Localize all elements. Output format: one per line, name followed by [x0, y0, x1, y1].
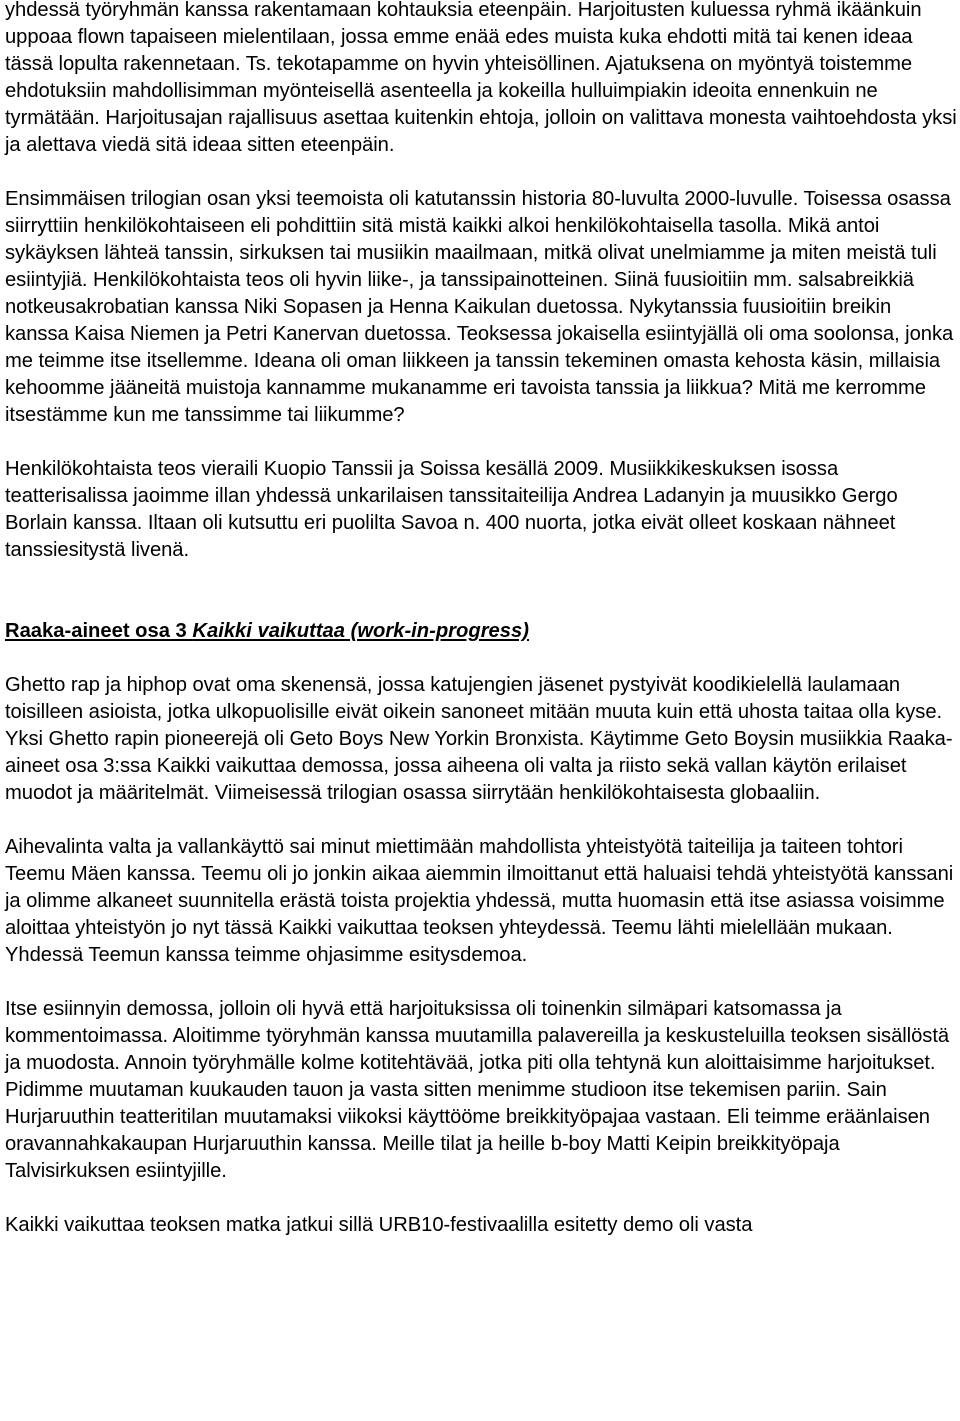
paragraph-gap	[5, 969, 960, 996]
paragraph: Henkilökohtaista teos vieraili Kuopio Tanssii ja Soissa kesällä 2009. Musiikkikeskuksen isossa teatterisalissa jaoimme illan yhdessä unkarilaisen tanssitaiteilija Andrea Ladanyin ja muusikko Gergo Borlain kanssa. Iltaan oli kutsuttu eri puolilta Savoa n. 400 nuorta, jotka eivät olleet koskaan nähneet tanssiesitystä livenä.	[5, 458, 898, 561]
paragraph-gap	[5, 645, 960, 672]
paragraph: Kaikki vaikuttaa teoksen matka jatkui sillä URB10-festivaalilla esitetty demo oli vasta	[5, 1214, 753, 1236]
heading-prefix: Raaka-aineet osa 3	[5, 620, 193, 642]
paragraph-gap	[5, 1185, 960, 1212]
paragraph: Itse esiinnyin demossa, jolloin oli hyvä että harjoituksissa oli toinenkin silmäpari katsomassa ja kommentoimassa. Aloitimme työryhmän kanssa muutamilla palavereilla ja keskusteluilla teoksen sisällöstä ja muodosta. Annoin työryhmälle kolme kotitehtävää, jotka piti olla tehtynä kun aloittaisimme harjoitukset. Pidimme muutaman kuukauden tauon ja vasta sitten menimme studioon itse tekemisen pariin. Sain Hurjaruuthin teatteritilan muutamaksi viikoksi käyttööme breikkityöpajaa vastaan. Eli teimme eräänlaisen oravannahkakaupan Hurjaruuthin kanssa. Meille tilat ja heille b-boy Matti Keipin breikkityöpaja Talvisirkuksen esiintyjille.	[5, 998, 950, 1182]
heading-italic-title: Kaikki vaikuttaa (work-in-progress)	[192, 620, 529, 642]
paragraph: yhdessä työryhmän kanssa rakentamaan kohtauksia eteenpäin. Harjoitusten kuluessa ryhmä ikäänkuin uppoaa flown tapaiseen mielentilaan, jossa emme enää edes muista kuka ehdotti mitä tai kenen ideaa tässä lopulta rakennetaan. Ts. tekotapamme on hyvin yhteisöllinen. Ajatuksena on myöntyä toistemme ehdotuksiin mahdollisimman myönteisellä asenteella ja kokeilla hulluimpiakin ideoita ennenkuin ne tyrmätään. Harjoitusajan rajallisuus asettaa kuitenkin ehtoja, jolloin on valittava monesta vaihtoehdosta yksi ja alettava viedä sitä ideaa sitten eteenpäin.	[5, 0, 957, 156]
paragraph: Ghetto rap ja hiphop ovat oma skenensä, jossa katujengien jäsenet pystyivät koodikielellä laulamaan toisilleen asioista, jotka ulkopuolisille eivät oikein sanoneet mitään muuta kuin että uhosta taitaa olla kyse. Yksi Ghetto rapin pioneerejä oli Geto Boys New Yorkin Bronxista. Käytimme Geto Boysin musiikkia Raaka-aineet osa 3:ssa Kaikki vaikuttaa demossa, jossa aiheena oli valta ja riisto sekä vallan käytön erilaiset muodot ja määritelmät. Viimeisessä trilogian osassa siirrytään henkilökohtaisesta globaaliin.	[5, 674, 953, 804]
paragraph-gap	[5, 807, 960, 834]
section-heading	[5, 618, 960, 645]
paragraph-gap	[5, 429, 960, 456]
document-page	[5, 0, 960, 1239]
paragraph-gap	[5, 159, 960, 186]
paragraph: Aihevalinta valta ja vallankäyttö sai minut miettimään mahdollista yhteistyötä taiteilija ja taiteen tohtori Teemu Mäen kanssa. Teemu oli jo jonkin aikaa aiemmin ilmoittanut että haluaisi tehdä yhteistyötä kanssani ja olimme alkaneet suunnitella erästä toista projektia yhdessä, mutta huomasin että itse asiassa voisimme aloittaa yhteistyön jo nyt tässä Kaikki vaikuttaa teoksen yhteydessä. Teemu lähti mielellään mukaan. Yhdessä Teemun kanssa teimme ohjasimme esitysdemoa.	[5, 836, 954, 966]
section-gap	[5, 564, 960, 618]
paragraph: Ensimmäisen trilogian osan yksi teemoista oli katutanssin historia 80-luvulta 2000-luvulle. Toisessa osassa siirryttiin henkilökohtaiseen eli pohdittiin sitä mistä kaikki alkoi henkilökohtaisella tasolla. Mikä antoi sykäyksen lähteä tanssin, sirkuksen tai musiikin maailmaan, mitkä olivat unelmiamme ja miten meistä tuli esiintyjiä. Henkilökohtaista teos oli hyvin liike-, ja tanssipainotteinen. Siinä fuusioitiin mm. salsabreikkiä notkeusakrobatian kanssa Niki Sopasen ja Henna Kaikulan duetossa. Nykytanssia fuusioitiin breikin kanssa Kaisa Niemen ja Petri Kanervan duetossa. Teoksessa jokaisella esiintyjällä oli oma soolonsa, jonka me teimme itse itsellemme. Ideana oli oman liikkeen ja tanssin tekeminen omasta kehosta käsin, millaisia kehoomme jääneitä muistoja kannamme mukanamme eri tavoista tanssia ja liikkua? Mitä me kerromme itsestämme kun me tanssimme tai liikumme?	[5, 188, 954, 426]
